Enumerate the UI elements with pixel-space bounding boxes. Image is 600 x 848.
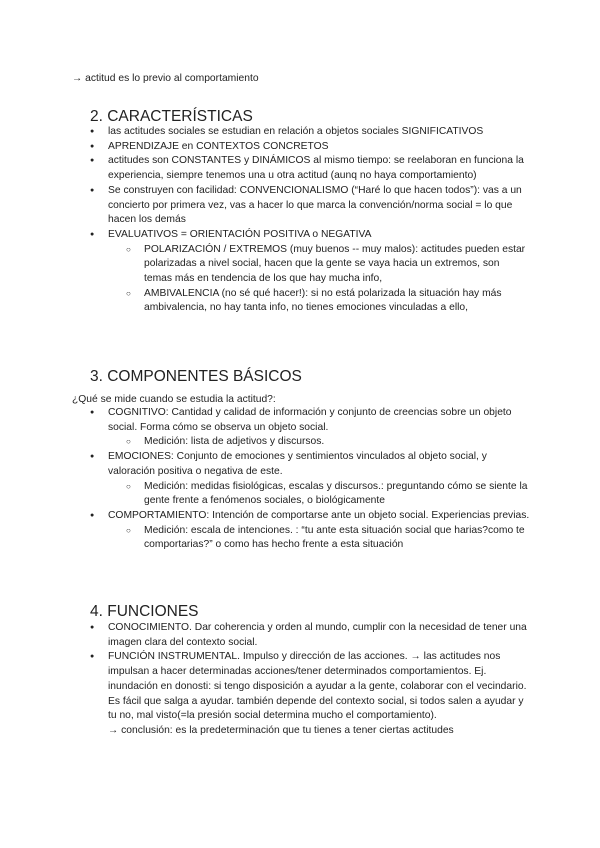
sub-list [126,435,530,450]
question-line: ¿Qué se mide cuando se estudia la actitud?: [72,394,276,405]
list-item: ● EMOCIONES: Conjunto de emociones y sentimientos vinculados al objeto social, y valoración positiva o negativa de este. ○ Medición: medidas fisiológicas, escalas y discursos.: preguntando cómo se siente la gente frente a fenómenos sociales, o biológicamente [90,450,530,509]
caracteristicas-list [90,125,530,316]
heading-caracteristicas: 2. CARACTERÍSTICAS [90,108,253,125]
list-item: ● COGNITIVO: Cantidad y calidad de información y conjunto de creencias sobre un objeto social. Forma cómo se observa un objeto social. ○ Medición: lista de adjetivos y discursos. [90,406,530,450]
list-item: ● EVALUATIVOS = ORIENTACIÓN POSITIVA o NEGATIVA ○ POLARIZACIÓN / EXTREMOS (muy buenos -- muy malos): actitudes pueden estar polarizadas a nivel social, hacen que la gente se vaya hacia un extremos, son temas más en tendencia de los que hay mucha info, ○ AMBIVALENCIA (no sé qué hacer!): si no está polarizada la situación hay más ambivalencia, no hay tanta info, no tienes emociones vinculadas a ello, [90,228,530,316]
heading-funciones: 4. FUNCIONES [90,603,199,620]
list-item: ● APRENDIZAJE en CONTEXTOS CONCRETOS [90,140,530,155]
intro-line: → actitud es lo previo al comportamiento [72,73,259,84]
conclusion-line: → conclusión: es la predeterminación que tu tienes a tener ciertas actitudes [108,724,454,736]
list-item: ● Se construyen con facilidad: CONVENCIONALISMO (“Haré lo que hacen todos”): vas a un concierto por primera vez, vas a hacer lo que marca la convención/norma social = lo que hacen los demás [90,184,530,228]
sub-list [126,524,530,553]
sub-list-item: ○ AMBIVALENCIA (no sé qué hacer!): si no está polarizada la situación hay más ambivalencia, no hay tanta info, no tienes emociones vinculadas a ello, [126,287,530,316]
heading-componentes: 3. COMPONENTES BÁSICOS [90,368,302,385]
sub-list-item: ○ Medición: lista de adjetivos y discursos. [126,435,530,450]
sub-list [126,243,530,317]
componentes-list [90,406,530,553]
list-item: ● FUNCIÓN INSTRUMENTAL. Impulso y dirección de las acciones. → las actitudes nos impulsan a hacer determinadas acciones/tener determinados comportamientos. Ej. inundación en donosti: si tengo disposición a ayudar a la gente, colaborar con el vecindario. Es fácil que salga a ayudar. también depende del contexto social, si todos salen a ayudar y tu no, mal visto(=la presión social determina mucho el comportamiento). → conclusión: es la predeterminación que tu tienes a tener ciertas actitudes [90,650,530,738]
list-item: ● CONOCIMIENTO. Dar coherencia y orden al mundo, cumplir con la necesidad de tener una imagen clara del contexto social. [90,621,530,650]
list-item: ● actitudes son CONSTANTES y DINÁMICOS al mismo tiempo: se reelaboran en funciona la experiencia, siempre tenemos una u otra actitud (aunq no haya comportamiento) [90,154,530,183]
funciones-list [90,621,530,739]
list-item: ● COMPORTAMIENTO: Intención de comportarse ante un objeto social. Experiencias previas. ○ Medición: escala de intenciones. : “tu ante esta situación social que harias?como te comportarias?” o como has hecho frente a esta situación [90,509,530,553]
sub-list-item: ○ Medición: escala de intenciones. : “tu ante esta situación social que harias?como te comportarias?” o como has hecho frente a esta situación [126,524,530,553]
sub-list [126,480,530,509]
sub-list-item: ○ Medición: medidas fisiológicas, escalas y discursos.: preguntando cómo se siente la gente frente a fenómenos sociales, o biológicamente [126,480,530,509]
sub-list-item: ○ POLARIZACIÓN / EXTREMOS (muy buenos -- muy malos): actitudes pueden estar polarizadas a nivel social, hacen que la gente se vaya hacia un extremos, son temas más en tendencia de los que hay mucha info, [126,243,530,287]
list-item: ● las actitudes sociales se estudian en relación a objetos sociales SIGNIFICATIVOS [90,125,530,140]
